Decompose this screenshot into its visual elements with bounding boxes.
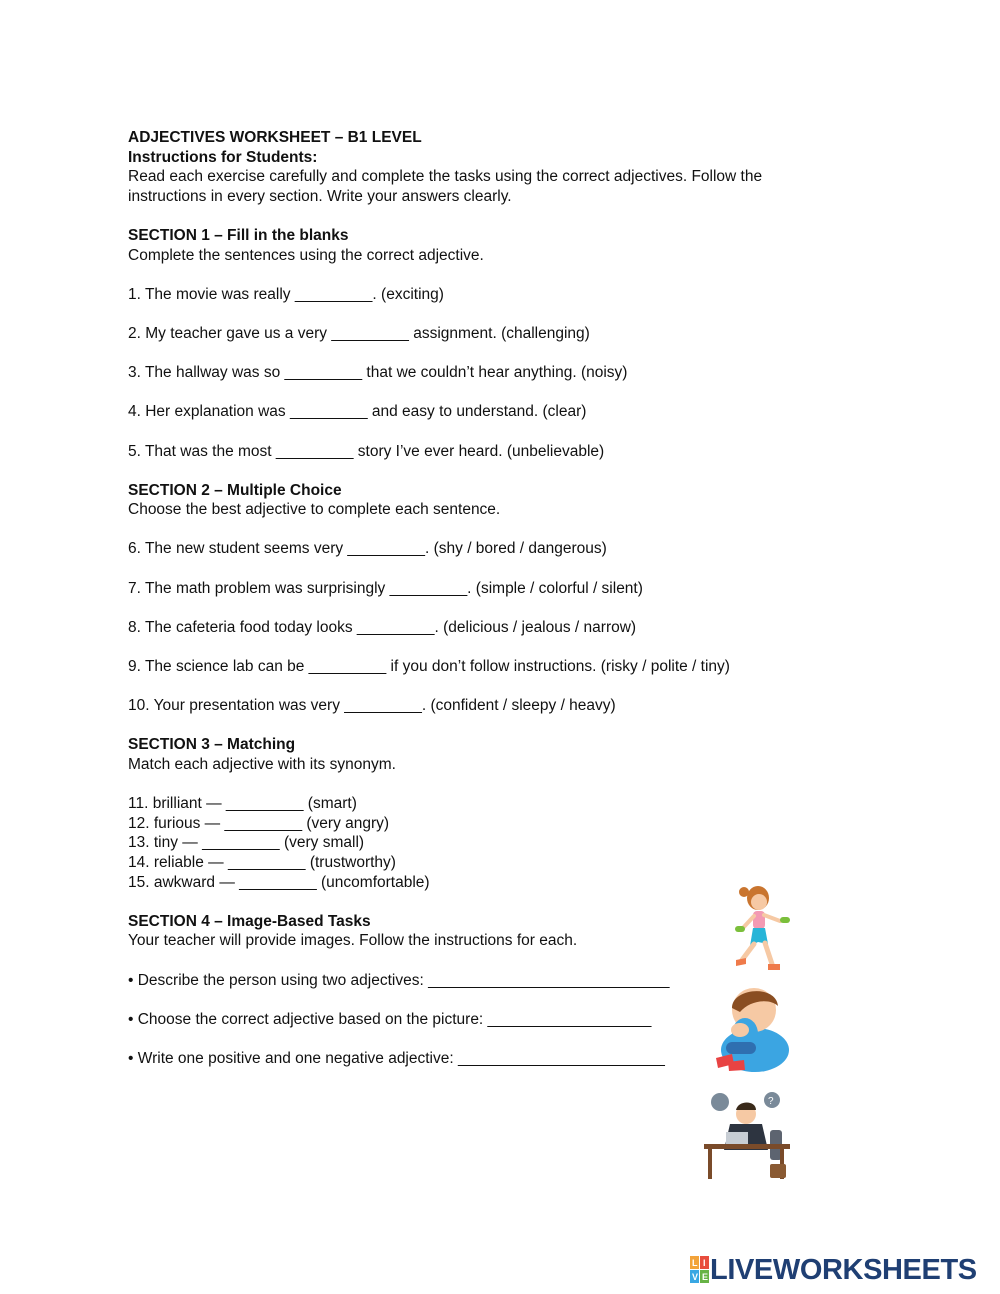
liveworksheets-logo-text: LIVEWORKSHEETS (710, 1253, 977, 1286)
logo-letter: L (692, 1258, 698, 1268)
image-task-1: • Describe the person using two adjectives: ____________________________ (128, 971, 670, 989)
sad-boy-illustration (710, 982, 796, 1074)
instructions-line: Read each exercise carefully and complete the tasks using the correct adjectives. Follow the (128, 168, 763, 186)
section-4-heading: SECTION 4 – Image-Based Tasks (128, 912, 371, 930)
liveworksheets-logo (690, 1253, 977, 1287)
section-4-prompt: Your teacher will provide images. Follow the instructions for each. (128, 932, 578, 950)
svg-text:?: ? (768, 1096, 774, 1107)
section-2-prompt: Choose the best adjective to complete each sentence. (128, 501, 501, 519)
question-5: 5. That was the most _________ story I’ve ever heard. (unbelievable) (128, 442, 605, 460)
instructions-line: instructions in every section. Write your answers clearly. (128, 187, 512, 205)
liveworksheets-logo-icon (690, 1256, 710, 1284)
stressed-office-worker-illustration (698, 1088, 794, 1184)
image-task-3: • Write one positive and one negative adjective: ________________________ (128, 1049, 665, 1067)
question-2: 2. My teacher gave us a very _________ assignment. (challenging) (128, 324, 590, 342)
instructions-heading: Instructions for Students: (128, 148, 318, 166)
girl-exercising-illustration (728, 884, 798, 980)
section-2-heading: SECTION 2 – Multiple Choice (128, 481, 342, 499)
question-4: 4. Her explanation was _________ and easy to understand. (clear) (128, 403, 587, 421)
logo-letter: E (702, 1272, 709, 1282)
image-task-2: • Choose the correct adjective based on the picture: ___________________ (128, 1010, 652, 1028)
section-1-prompt: Complete the sentences using the correct adjective. (128, 246, 484, 264)
question-9: 9. The science lab can be _________ if you don’t follow instructions. (risky / polite / tiny) (128, 658, 730, 676)
section-3-heading: SECTION 3 – Matching (128, 736, 296, 754)
question-10: 10. Your presentation was very _________. (confident / sleepy / heavy) (128, 697, 616, 715)
question-15: 15. awkward — _________ (uncomfortable) (128, 873, 430, 891)
section-1-heading: SECTION 1 – Fill in the blanks (128, 226, 349, 244)
question-12: 12. furious — _________ (very angry) (128, 814, 390, 832)
logo-letter: I (703, 1258, 706, 1268)
question-8: 8. The cafeteria food today looks _________. (delicious / jealous / narrow) (128, 618, 637, 636)
question-1: 1. The movie was really _________. (exciting) (128, 285, 444, 303)
worksheet-content (128, 128, 828, 1069)
section-3-prompt: Match each adjective with its synonym. (128, 756, 396, 773)
worksheet-title: ADJECTIVES WORKSHEET – B1 LEVEL (128, 129, 422, 146)
question-14: 14. reliable — _________ (trustworthy) (128, 853, 396, 871)
question-13: 13. tiny — _________ (very small) (128, 834, 365, 852)
question-11: 11. brilliant — _________ (smart) (128, 795, 357, 813)
question-7: 7. The math problem was surprisingly _________. (simple / colorful / silent) (128, 579, 643, 597)
question-3: 3. The hallway was so _________ that we couldn’t hear anything. (noisy) (128, 364, 628, 382)
logo-letter: V (692, 1272, 699, 1282)
question-6: 6. The new student seems very _________. (shy / bored / dangerous) (128, 540, 607, 558)
